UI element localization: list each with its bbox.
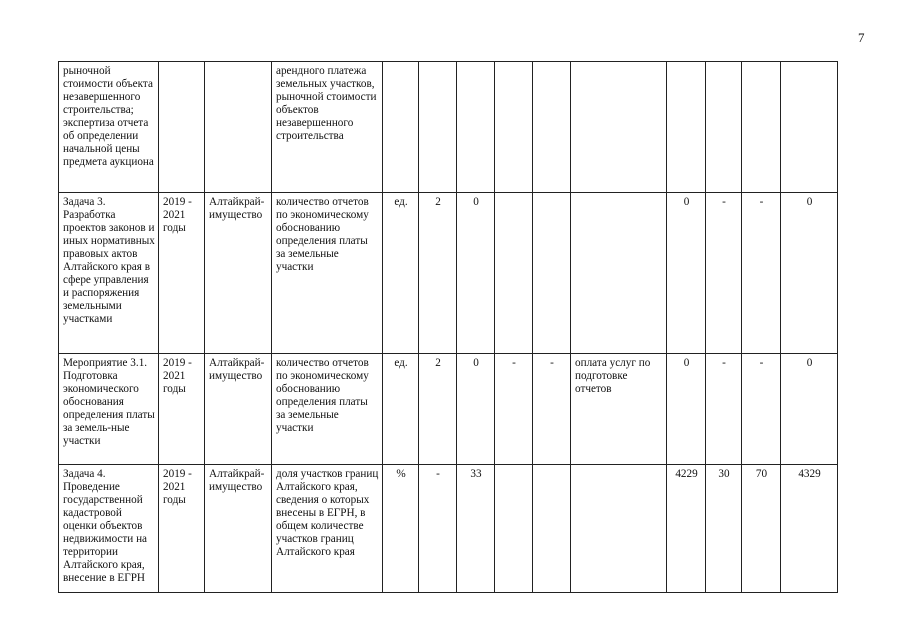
cell-finance-1: 0: [667, 354, 706, 465]
cell-unit: ед.: [383, 354, 419, 465]
cell-finance-1: 4229: [667, 465, 706, 593]
cell-finance-total: 4329: [781, 465, 838, 593]
cell-finance-3: 70: [742, 465, 781, 593]
cell-value-1: [419, 62, 457, 193]
cell-value-2: 0: [457, 354, 495, 465]
cell-finance-total: 0: [781, 193, 838, 354]
cell-unit: ед.: [383, 193, 419, 354]
cell-note: [571, 465, 667, 593]
table-row: [59, 62, 838, 193]
cell-finance-2: -: [706, 193, 742, 354]
cell-value-3: -: [495, 354, 533, 465]
cell-note: [571, 193, 667, 354]
cell-value-4: [533, 465, 571, 593]
cell-indicator: количество отчетов по экономическому обоснованию определения платы за земельные участки: [272, 193, 383, 354]
cell-note: [571, 62, 667, 193]
table-row: [59, 465, 838, 593]
cell-name: Задача 3. Разработка проектов законов и иных нормативных правовых актов Алтайского края в сфере управления и распоряжения земельными участками: [59, 193, 159, 354]
cell-value-4: [533, 62, 571, 193]
cell-value-1: 2: [419, 193, 457, 354]
cell-finance-3: -: [742, 193, 781, 354]
cell-finance-total: 0: [781, 354, 838, 465]
table-row: [59, 193, 838, 354]
cell-period: 2019 - 2021 годы: [159, 193, 205, 354]
cell-finance-3: -: [742, 354, 781, 465]
cell-name: рыночной стоимости объекта незавершенного строительства; экспертиза отчета об определении начальной цены предмета аукциона: [59, 62, 159, 193]
cell-indicator: количество отчетов по экономическому обоснованию определения платы за земельные участки: [272, 354, 383, 465]
cell-value-3: [495, 193, 533, 354]
cell-note: оплата услуг по подготовке отчетов: [571, 354, 667, 465]
cell-indicator: арендного платежа земельных участков, рыночной стоимости объектов незавершенного строительства: [272, 62, 383, 193]
cell-value-2: 33: [457, 465, 495, 593]
cell-value-3: [495, 62, 533, 193]
cell-value-2: 0: [457, 193, 495, 354]
cell-period: 2019 - 2021 годы: [159, 354, 205, 465]
cell-value-1: -: [419, 465, 457, 593]
page-number: 7: [858, 30, 865, 45]
cell-finance-3: [742, 62, 781, 193]
cell-finance-total: [781, 62, 838, 193]
cell-value-2: [457, 62, 495, 193]
cell-executor: Алтайкрай-имущество: [205, 193, 272, 354]
cell-finance-1: [667, 62, 706, 193]
cell-unit: [383, 62, 419, 193]
cell-period: [159, 62, 205, 193]
cell-name: Мероприятие 3.1. Подготовка экономического обоснования определения платы за земель-ные участки: [59, 354, 159, 465]
cell-executor: Алтайкрай-имущество: [205, 465, 272, 593]
cell-value-1: 2: [419, 354, 457, 465]
table-row: [59, 354, 838, 465]
cell-value-3: [495, 465, 533, 593]
cell-executor: Алтайкрай-имущество: [205, 354, 272, 465]
cell-finance-2: 30: [706, 465, 742, 593]
cell-finance-2: -: [706, 354, 742, 465]
cell-unit: %: [383, 465, 419, 593]
cell-indicator: доля участков границ Алтайского края, сведения о которых внесены в ЕГРН, в общем количестве участков границ Алтайского края: [272, 465, 383, 593]
program-table: [58, 61, 838, 593]
cell-name: Задача 4. Проведение государственной кадастровой оценки объектов недвижимости на территории Алтайского края, внесение в ЕГРН: [59, 465, 159, 593]
cell-finance-1: 0: [667, 193, 706, 354]
cell-finance-2: [706, 62, 742, 193]
cell-value-4: -: [533, 354, 571, 465]
cell-executor: [205, 62, 272, 193]
cell-period: 2019 - 2021 годы: [159, 465, 205, 593]
cell-value-4: [533, 193, 571, 354]
